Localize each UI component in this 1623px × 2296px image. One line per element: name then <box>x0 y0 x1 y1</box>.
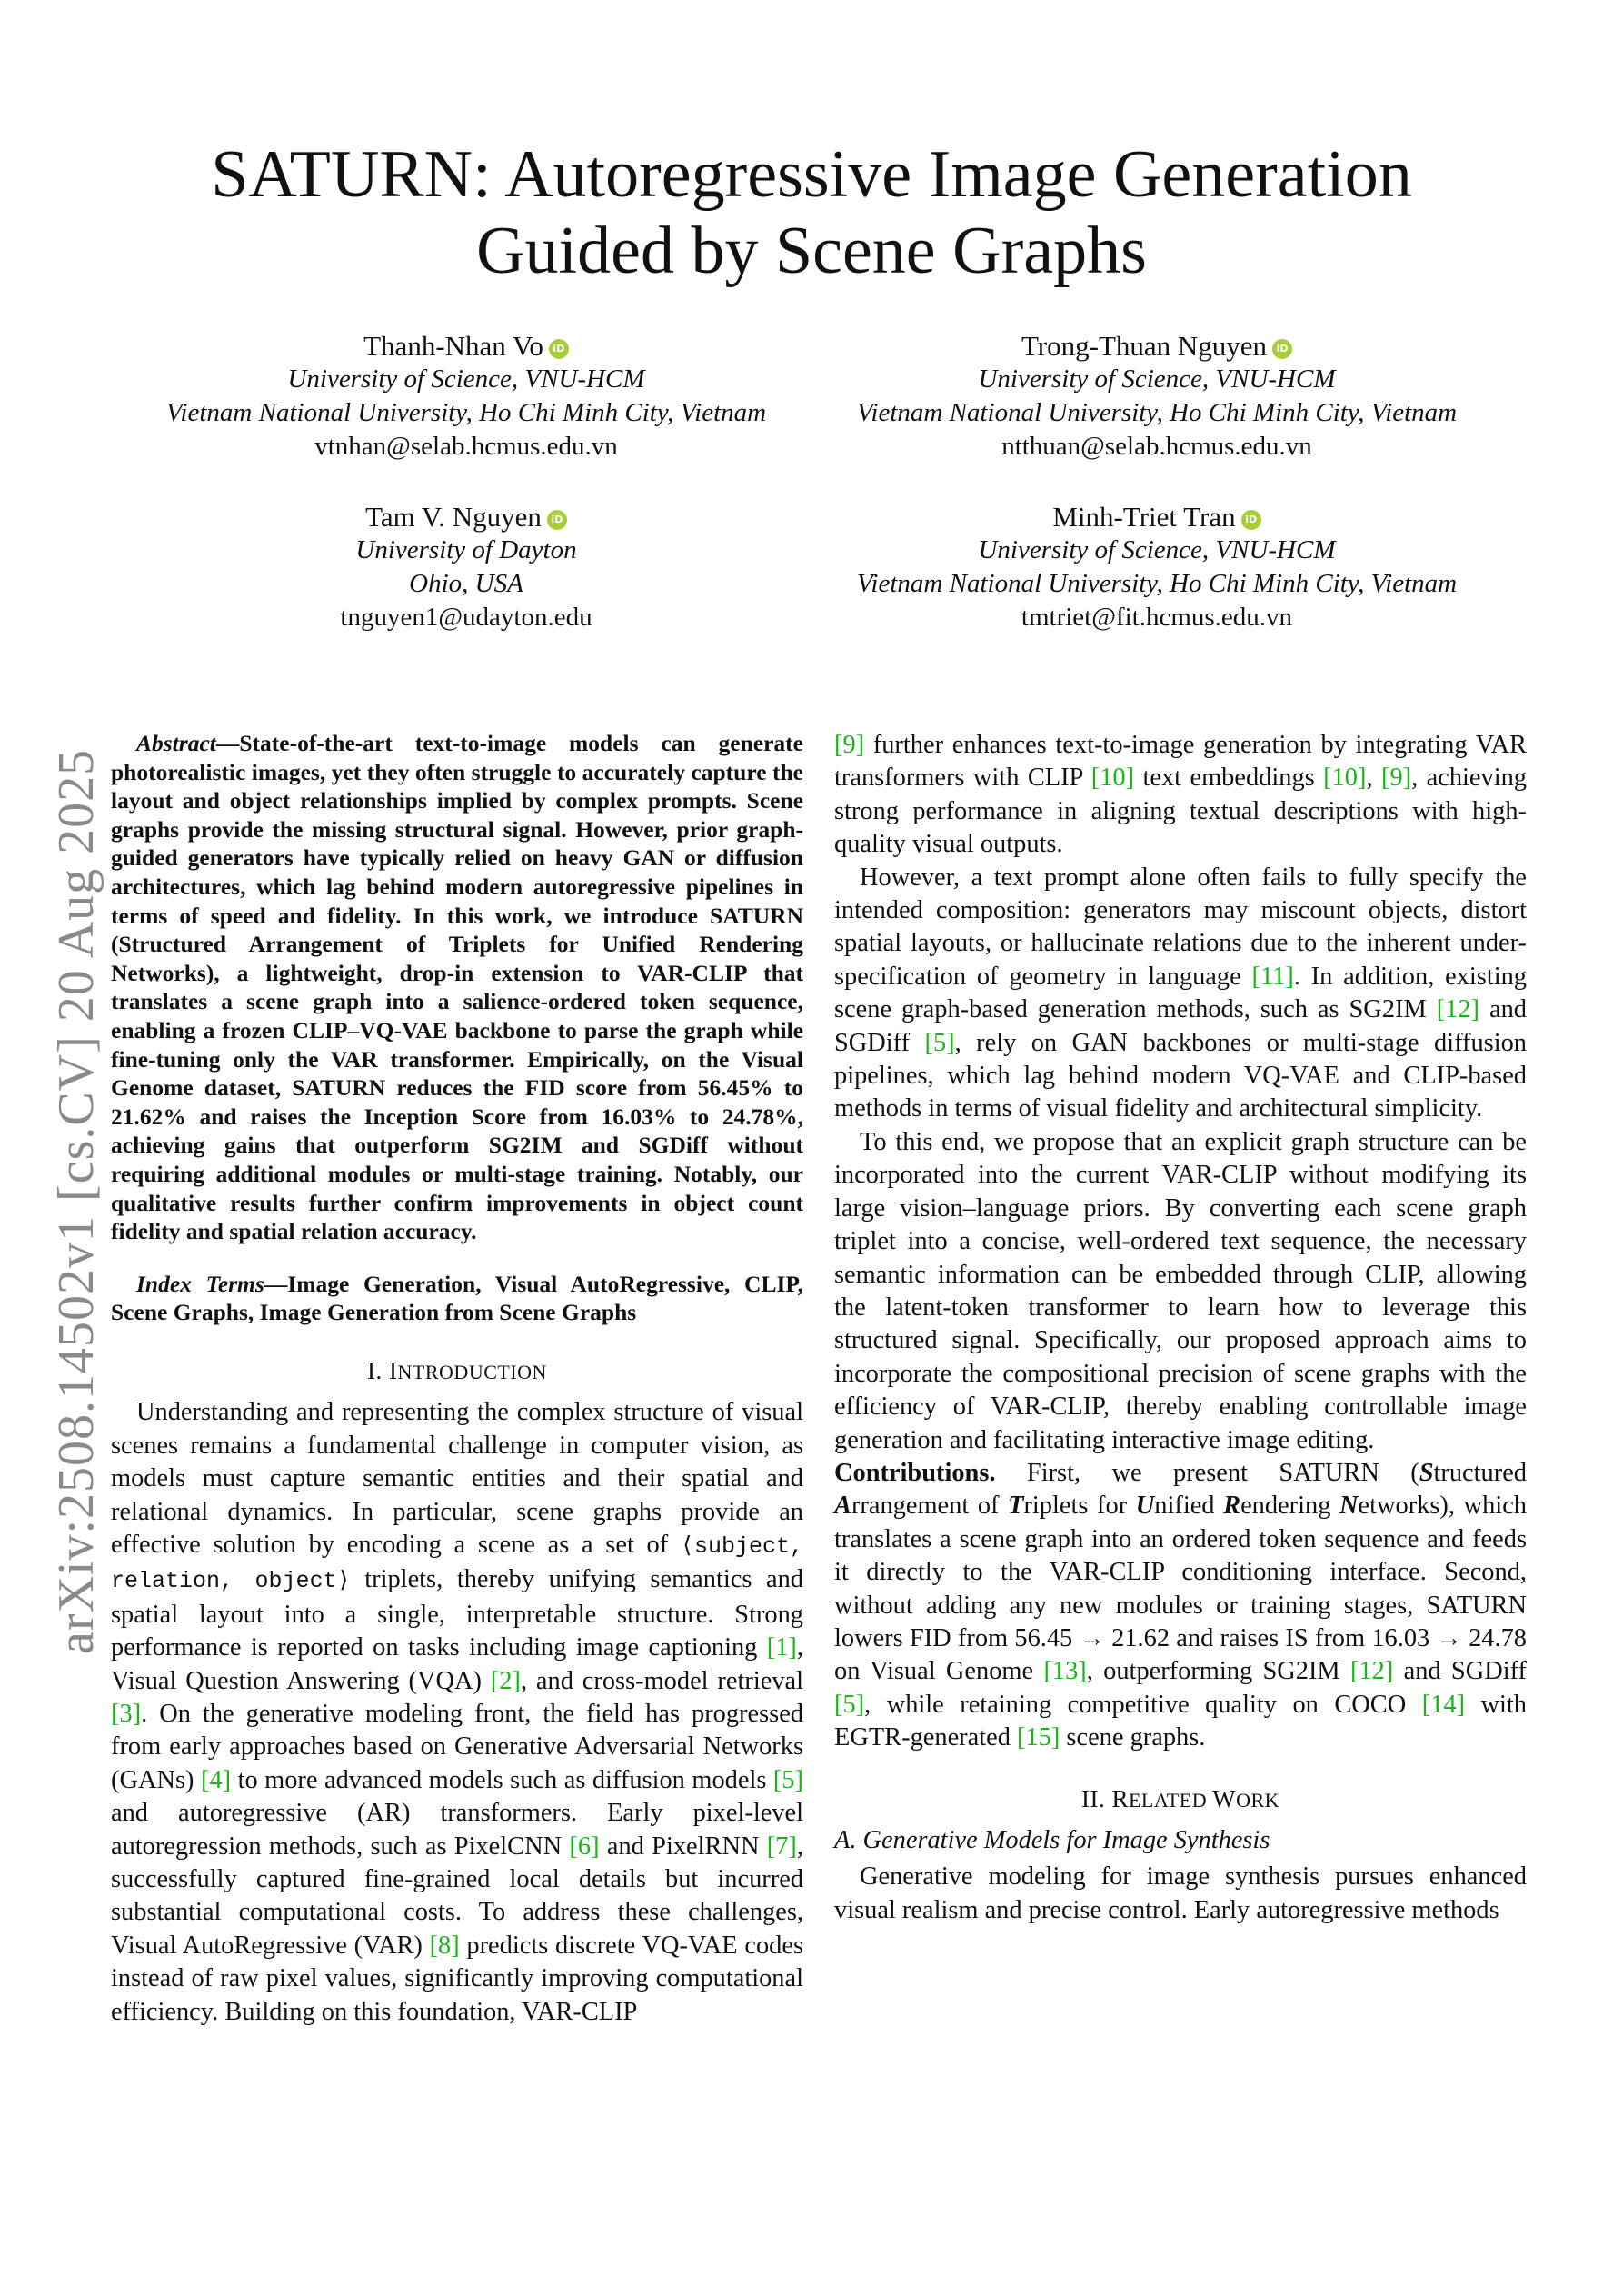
triplet-notation: ⟨subject, relation, object⟩ <box>111 1532 803 1595</box>
citation-link[interactable]: [3] <box>111 1699 142 1728</box>
index-body: —Image Generation, Visual AutoRegressive, CLIP, Scene Graphs, Image Generation from Scene Graphs <box>111 1270 803 1326</box>
author-email[interactable]: vtnhan@selab.hcmus.edu.vn <box>314 432 618 461</box>
author-affiliation: Vietnam National University, Ho Chi Minh City, Vietnam <box>856 398 1458 427</box>
right-column <box>834 729 1527 1927</box>
citation-link[interactable]: [12] <box>1436 995 1480 1024</box>
author-affiliation: Vietnam National University, Ho Chi Minh City, Vietnam <box>856 569 1458 598</box>
citation-link[interactable]: [5] <box>834 1690 865 1719</box>
author-email[interactable]: tnguyen1@udayton.edu <box>340 603 592 632</box>
citation-link[interactable]: [13] <box>1043 1657 1087 1686</box>
author-name: Thanh-Nhan Vo <box>363 330 543 362</box>
citation-link[interactable]: [7] <box>766 1832 797 1861</box>
author-email[interactable]: ntthuan@selab.hcmus.edu.vn <box>1001 432 1312 461</box>
author-name: Tam V. Nguyen <box>365 501 542 533</box>
intro-paragraph-3: To this end, we propose that an explicit graph structure can be incorporated into the current VAR-CLIP without modifying its large vision–language priors. By converting each scene graph triplet into a concise, well-ordered text sequence, the necessary semantic information can be embedded through CLIP, allowing the latent-token transformer to learn how to leverage this structured signal. Specifically, our proposed approach aims to incorporate the compositional precision of scene graphs with the efficiency of VAR-CLIP, thereby enabling controllable image generation and facilitating interactive image editing. <box>834 1127 1527 1454</box>
author-affiliation: University of Science, VNU-HCM <box>978 364 1336 394</box>
author-name: Minh-Triet Tran <box>1052 501 1236 533</box>
title-line-2: Guided by Scene Graphs <box>476 214 1147 288</box>
orcid-icon[interactable]: iD <box>1272 339 1292 359</box>
intro-paragraph-2: However, a text prompt alone often fails to fully specify the intended composition: generators may miscount objects, distort spatial layouts, or hallucinate relations due to the inherent under-specification of geometry in language [11]. In addition, existing scene graph-based generation methods, such as SG2IM [12] and SGDiff [5], rely on GAN backbones or multi-stage diffusion pipelines, which lag behind modern VQ-VAE and CLIP-based methods in terms of visual fidelity and architectural simplicity. <box>834 863 1528 1123</box>
citation-link[interactable]: [9] <box>1380 764 1412 793</box>
citation-link[interactable]: [10] <box>1323 764 1367 793</box>
abstract-body: —State-of-the-art text-to-image models can generate photorealistic images, yet they often struggle to accurately capture the layout and object relationships implied by complex prompts. Scene graphs provide the missing structural signal. However, prior graph-guided generators have typically relied on heavy GAN or diffusion architectures, which lag behind modern autoregressive pipelines in terms of speed and fidelity. In this work, we introduce SATURN (Structured Arrangement of Triplets for Unified Rendering Networks), a lightweight, drop-in extension to VAR-CLIP that translates a scene graph into a salience-ordered token sequence, enabling a frozen CLIP–VQ-VAE backbone to parse the graph while fine-tuning only the VAR transformer. Empirically, on the Visual Genome dataset, SATURN reduces the FID score from 56.45% to 21.62% and raises the Inception Score from 16.03% to 24.78%, achieving gains that outperform SG2IM and SGDiff without requiring additional modules or multi-stage training. Notably, our qualitative results further confirm improvements in object count fidelity and spatial relation accuracy. <box>111 730 803 1245</box>
citation-link[interactable]: [1] <box>766 1633 797 1662</box>
citation-link[interactable]: [12] <box>1349 1657 1394 1686</box>
paper-title <box>0 136 1623 289</box>
related-paragraph-1: Generative modeling for image synthesis pursues enhanced visual realism and precise control. Early autoregressive methods <box>834 1862 1527 1924</box>
citation-link[interactable]: [6] <box>569 1832 600 1861</box>
index-terms <box>111 1270 803 1327</box>
citation-link[interactable]: [14] <box>1421 1690 1466 1719</box>
citation-link[interactable]: [5] <box>924 1028 955 1057</box>
section-heading-related-work: II. RELATED WORK <box>1080 1784 1280 1812</box>
citation-link[interactable]: [15] <box>1017 1723 1060 1752</box>
orcid-icon[interactable]: iD <box>549 339 569 359</box>
subsection-heading: A. Generative Models for Image Synthesis <box>834 1826 1270 1854</box>
abstract <box>111 729 803 1246</box>
author-email[interactable]: tmtriet@fit.hcmus.edu.vn <box>1021 603 1293 632</box>
intro-paragraph-1: Understanding and representing the complex structure of visual scenes remains a fundamental challenge in computer vision, as models must capture semantic entities and their spatial and relational dynamics. In particular, scene graphs provide an effective solution by encoding a scene as a set of ⟨subject, relation, object⟩ triplets, thereby unifying semantics and spatial layout into a single, interpretable structure. Strong performance is reported on tasks including image captioning [1], Visual Question Answering (VQA) [2], and cross-model retrieval [3]. On the generative modeling front, the field has progressed from early approaches based on Generative Adversarial Networks (GANs) [4] to more advanced models such as diffusion models [5] and autoregressive (AR) transformers. Early pixel-level autoregression methods, such as PixelCNN [6] and PixelRNN [7], successfully captured fine-grained local details but incurred substantial computational costs. To address these challenges, Visual AutoRegressive (VAR) [8] predicts discrete VQ-VAE codes instead of raw pixel values, significantly improving computational efficiency. Building on this foundation, VAR-CLIP <box>111 1398 804 2026</box>
author-affiliation: Vietnam National University, Ho Chi Minh City, Vietnam <box>165 398 767 427</box>
section-heading-introduction: I. INTRODUCTION <box>367 1356 547 1384</box>
author-affiliation: University of Science, VNU-HCM <box>978 535 1336 564</box>
citation-link[interactable]: [4] <box>200 1765 232 1794</box>
orcid-icon[interactable]: iD <box>547 510 567 530</box>
index-lead: Index Terms <box>136 1270 264 1297</box>
left-column <box>111 729 803 2029</box>
arxiv-sidebar-id: arXiv:2508.14502v1 [cs.CV] 20 Aug 2025 <box>48 748 105 1654</box>
author-block <box>0 329 1623 638</box>
contributions-paragraph: Contributions. First, we present SATURN (Structured Arrangement of Triplets for Unified Rendering Networks), which translates a scene graph into an ordered token sequence and feeds it directly to the VAR-CLIP conditioning interface. Second, without adding any new modules or training stages, SATURN lowers FID from 56.45 → 21.62 and raises IS from 16.03 → 24.78 on Visual Genome [13], outperforming SG2IM [12] and SGDiff [5], while retaining competitive quality on COCO [14] with EGTR-generated [15] scene graphs. <box>834 1458 1528 1752</box>
author-affiliation: University of Dayton <box>355 535 577 564</box>
title-line-1: SATURN: Autoregressive Image Generation <box>211 137 1412 212</box>
citation-link[interactable]: [2] <box>490 1666 521 1695</box>
citation-link[interactable]: [11] <box>1251 962 1294 991</box>
author-affiliation: Ohio, USA <box>409 569 523 598</box>
orcid-icon[interactable]: iD <box>1241 510 1261 530</box>
abstract-lead: Abstract <box>136 730 216 756</box>
citation-link[interactable]: [8] <box>429 1931 460 1960</box>
citation-link[interactable]: [9] <box>834 731 865 759</box>
author-4 <box>812 500 1502 634</box>
author-affiliation: University of Science, VNU-HCM <box>287 364 645 394</box>
author-1 <box>121 329 812 464</box>
author-3 <box>121 500 812 634</box>
intro-paragraph-1-continued: [9] further enhances text-to-image generation by integrating VAR transformers with CLIP [10] text embeddings [10], [9], achieving strong performance in aligning textual descriptions with high-quality visual outputs. <box>834 731 1527 859</box>
author-2 <box>812 329 1502 464</box>
citation-link[interactable]: [10] <box>1090 764 1135 793</box>
citation-link[interactable]: [5] <box>772 1765 803 1794</box>
author-name: Trong-Thuan Nguyen <box>1021 330 1268 362</box>
